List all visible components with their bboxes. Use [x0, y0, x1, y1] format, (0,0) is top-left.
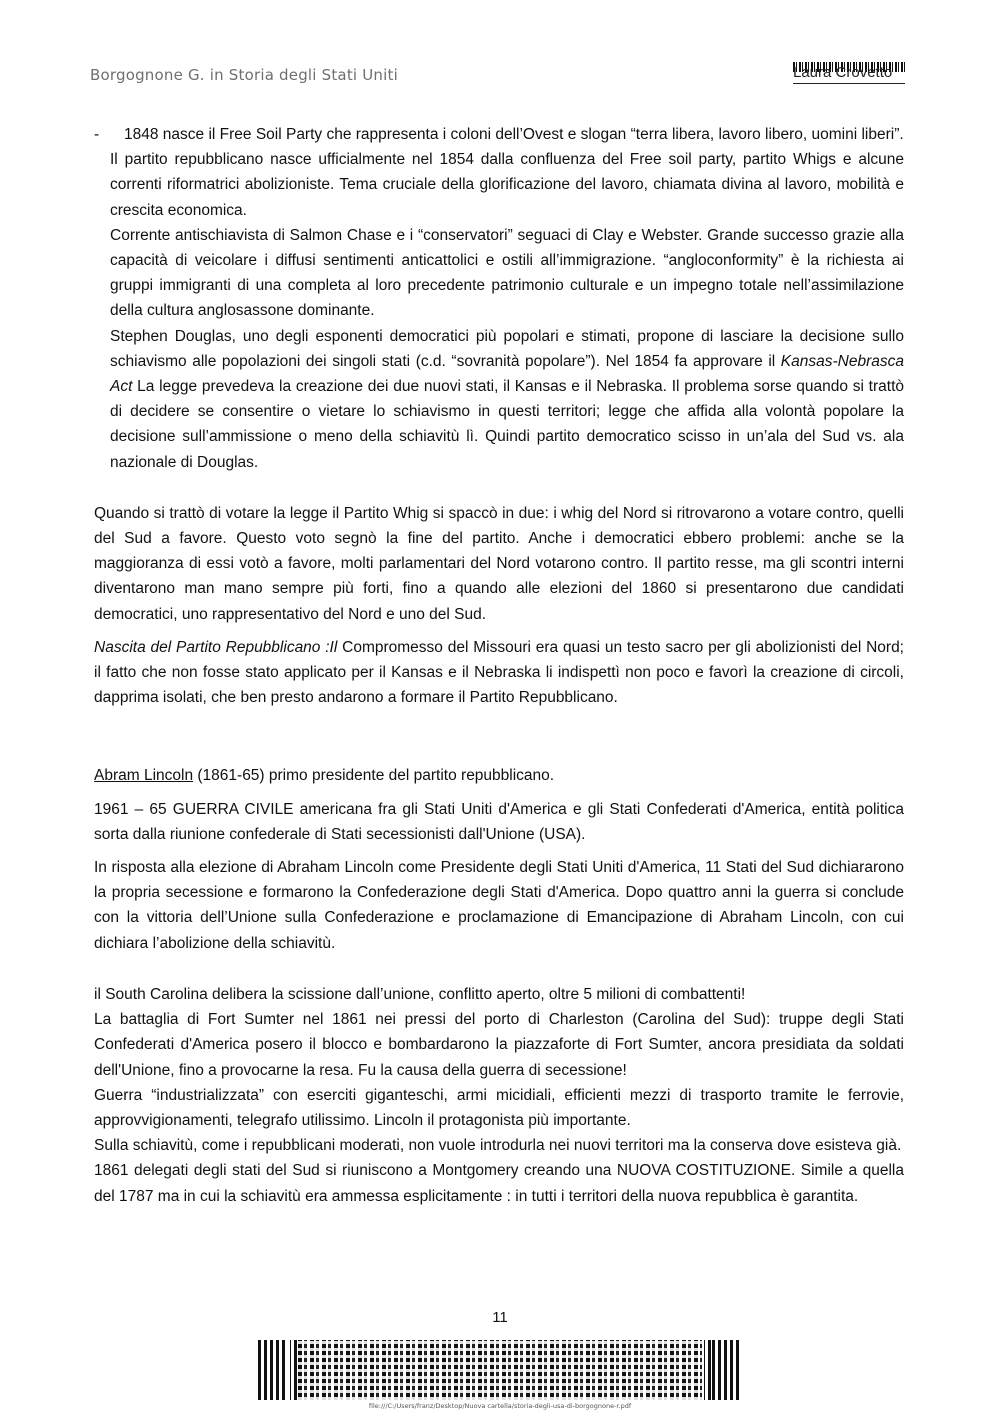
paragraph-fort-sumter: La battaglia di Fort Sumter nel 1861 nei pressi del porto di Charleston (Carolina del Sud): truppe degli Stati Confederati d'America posero il blocco e bombardarono la piazzaforte di Fort Sumter, ancora presidiata da soldati dell'Unione, fino a provocarne la resa. Fu la causa della guerra di secessione! — [94, 1011, 904, 1079]
abram-lincoln-text: (1861-65) primo presidente del partito repubblicano. — [193, 767, 555, 785]
paragraph-nascita-partito — [94, 635, 904, 711]
body-text — [94, 122, 904, 1209]
kansas-nebrasca-act: Kansas-Nebrasca Act — [110, 352, 904, 396]
paragraph-partito-whig: Quando si trattò di votare la legge il Partito Whig si spaccò in due: i whig del Nord si ritrovarono a votare contro, quelli del Sud a favore. Questo voto segnò la fine del partito. Anche i democratici ebbero problemi: anche se la maggioranza di essi votò a favore, molti parlamentari del Nord votarono contro. Il partito resse, ma gli scontri interni diventarono man mano sempre più forti, fino a quando alle elezioni del 1860 si presentarono due candidati democratici, uno rappresentativo del Nord e uno del Sud. — [94, 504, 904, 623]
barcode-left-bars — [258, 1340, 288, 1400]
signature-underline — [793, 83, 905, 84]
paragraph-south-carolina: il South Carolina delibera la scissione dall’unione, conflitto aperto, oltre 5 milioni di combattenti! — [94, 985, 746, 1003]
signature-text: Laura Crovetto — [793, 64, 893, 81]
bullet-dash: - — [94, 126, 100, 143]
nascita-partito-text: Compromesso del Missouri era quasi un testo sacro per gli abolizionisti del Nord; il fatto che non fosse stato applicato per il Kansas e il Nebraska li indispettì non poco e favorì la creazione di circoli, dapprima isolati, che ben presto andarono a formare il Partito Repubblicano. — [94, 638, 904, 707]
paragraph-risposta-elezione: In risposta alla elezione di Abraham Lincoln come Presidente degli Stati Uniti d'America, 11 Stati del Sud dichiararono la propria secessione e formarono la Confederazione degli Stati d'America. Dopo quattro anni la guerra si conclude con la vittoria dell’Unione sulla Confederazione e proclamazione di Emancipazione di Abraham Lincoln, con cui dichiara l’abolizione della schiavitù. — [94, 859, 904, 952]
file-path: file:///C:/Users/franz/Desktop/Nuova cartella/storia-degli-usa-di-borgognone-r.pdf — [368, 1402, 632, 1410]
paragraph-stephen-douglas — [94, 324, 904, 475]
paragraph-free-soil: 1848 nasce il Free Soil Party che rappresenta i coloni dell’Ovest e slogan “terra libera, lavoro libero, uomini liberi”. — [124, 126, 904, 143]
paragraph-schiavitu: Sulla schiavitù, come i repubblicani moderati, non vuole introdurla nei nuovi territori ma la conserva dove esisteva già. — [94, 1137, 902, 1155]
footer-barcode — [258, 1340, 742, 1400]
bullet-paragraph — [94, 122, 904, 147]
paragraph-abram-lincoln — [94, 763, 904, 788]
paragraph-corrente-antischiavista: Corrente antischiavista di Salmon Chase e i “conservatori” seguaci di Clay e Webster. Grande successo grazie alla capacità di veicolare i diffusi sentimenti anticattolici e ostili all’immigrazione. “angloconformity” è la richiesta ai gruppi immigranti di una completa al loro precedente patrimonio culturale e un impegno totale nell’assimilazione della cultura anglosassone dominante. — [110, 226, 904, 320]
paragraph-partito-repubblicano: Il partito repubblicano nasce ufficialmente nel 1854 dalla confluenza del Free soil party, partito Whigs e alcune correnti riformatrici abolizioniste. Tema cruciale della glorificazione del lavoro, chiamata divina al lavoro, mobilità e crescita economica. — [110, 151, 904, 219]
nascita-partito-heading: Nascita del Partito Repubblicano :Il — [94, 638, 338, 656]
paragraph-guerra-industrializzata: Guerra “industrializzata” con eserciti giganteschi, armi micidiali, efficienti mezzi di trasporto tramite le ferrovie, approvvigionamenti, telegrafo utilissimo. Lincoln il protagonista più importante. — [94, 1086, 904, 1129]
paragraph-guerra-civile: 1961 – 65 GUERRA CIVILE americana fra gli Stati Uniti d'America e gli Stati Confederati d'America, entità politica sorta dalla riunione confederale di Stati secessionisti dall'Unione (USA). — [94, 800, 904, 843]
abram-lincoln-name: Abram Lincoln — [94, 767, 194, 785]
page-number: 11 — [492, 1309, 508, 1326]
barcode-right-bars — [712, 1340, 742, 1400]
douglas-text-a: Stephen Douglas, uno degli esponenti democratici più popolari e stimati, propone di lasciare la decisione sullo schiavismo alle popolazioni dei singoli stati (c.d. “sovranità popolare”). Nel 1854 fa approvare il — [110, 327, 904, 370]
header-signature — [793, 62, 905, 84]
header-title: Borgognone G. in Storia degli Stati Uniti — [90, 66, 398, 84]
paragraph-montgomery: 1861 delegati degli stati del Sud si riuniscono a Montgomery creando una NUOVA COSTITUZIONE. Simile a quella del 1787 ma in cui la schiavitù era ammessa esplicitamente : in tutti i territori della nuova repubblica è garantita. — [94, 1162, 904, 1205]
barcode-pattern — [298, 1340, 702, 1400]
douglas-text-b: La legge prevedeva la creazione dei due nuovi stati, il Kansas e il Nebraska. Il problema sorse quando si trattò di decidere se consentire o vietare lo schiavismo in questi territori; legge che affida alla volontà popolare la decisione sull’ammissione o meno della schiavitù lì. Quindi partito democratico scisso in un’ala del Sud vs. ala nazionale di Douglas. — [110, 378, 904, 471]
